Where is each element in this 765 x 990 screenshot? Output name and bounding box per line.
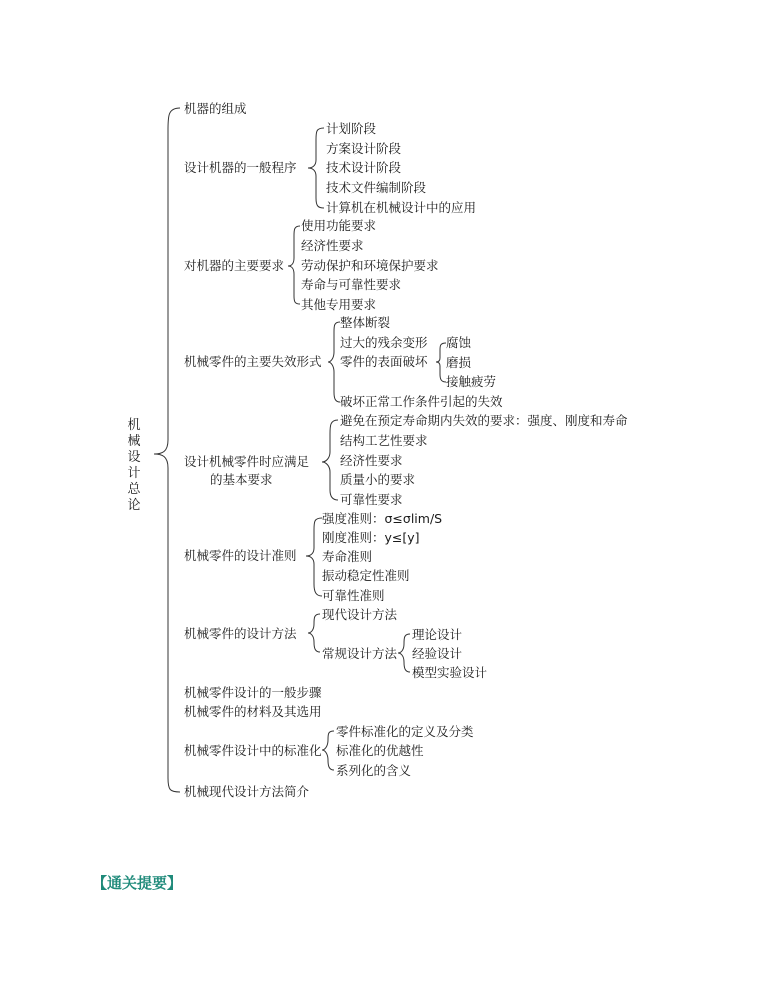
leaf-failure-3: 零件的表面破坏 <box>340 354 428 369</box>
leaf-program-5: 计算机在机械设计中的应用 <box>326 200 477 215</box>
brace-program <box>308 128 324 208</box>
leaf-basic-1: 避免在预定寿命期内失效的要求：强度、刚度和寿命 <box>340 413 628 428</box>
leaf-req-1: 使用功能要求 <box>301 218 377 233</box>
section-heading: 【通关提要】 <box>92 874 183 892</box>
main-brace <box>154 108 180 792</box>
node-basic-requirements-1: 设计机械零件时应满足 <box>184 454 310 469</box>
leaf-criteria-5: 可靠性准则 <box>322 588 385 603</box>
brace-conventional <box>398 634 410 672</box>
brace-methods <box>308 614 320 652</box>
leaf-program-2: 方案设计阶段 <box>326 141 402 156</box>
node-machine-requirements: 对机器的主要要求 <box>184 258 285 273</box>
leaf-surface-1: 腐蚀 <box>446 335 472 350</box>
node-design-program: 设计机器的一般程序 <box>184 160 297 175</box>
leaf-basic-4: 质量小的要求 <box>340 472 416 487</box>
leaf-criteria-4: 振动稳定性准则 <box>322 568 410 583</box>
leaf-program-4: 技术文件编制阶段 <box>326 180 427 195</box>
leaf-basic-2: 结构工艺性要求 <box>340 433 428 448</box>
leaf-std-1: 零件标准化的定义及分类 <box>336 724 474 739</box>
leaf-failure-2: 过大的残余变形 <box>340 335 428 350</box>
brace-requirements <box>288 226 300 304</box>
leaf-method-conventional: 常规设计方法 <box>322 646 398 661</box>
leaf-surface-3: 接触疲劳 <box>446 374 497 389</box>
brace-failure <box>328 322 340 402</box>
leaf-req-4: 寿命与可靠性要求 <box>301 277 402 292</box>
leaf-conventional-2: 经验设计 <box>412 646 463 661</box>
leaf-std-2: 标准化的优越性 <box>336 743 424 758</box>
node-standardization: 机械零件设计中的标准化 <box>184 743 322 758</box>
leaf-req-2: 经济性要求 <box>301 238 364 253</box>
leaf-req-3: 劳动保护和环境保护要求 <box>301 258 439 273</box>
leaf-req-5: 其他专用要求 <box>301 297 377 312</box>
brace-surface <box>436 343 446 382</box>
node-basic-requirements-2: 的基本要求 <box>210 472 273 487</box>
leaf-basic-3: 经济性要求 <box>340 453 403 468</box>
node-design-criteria: 机械零件的设计准则 <box>184 548 297 563</box>
leaf-criteria-2: 刚度准则：y≤[y] <box>322 530 420 545</box>
leaf-failure-1: 整体断裂 <box>340 315 391 330</box>
brace-basic <box>322 420 338 500</box>
leaf-program-1: 计划阶段 <box>326 121 377 136</box>
root-label <box>127 418 143 514</box>
node-modern-methods-intro: 机械现代设计方法简介 <box>184 784 310 799</box>
brace-standardization <box>322 731 334 770</box>
leaf-method-modern: 现代设计方法 <box>322 607 398 622</box>
leaf-std-3: 系列化的含义 <box>336 763 412 778</box>
node-general-steps: 机械零件设计的一般步骤 <box>184 685 322 700</box>
node-materials: 机械零件的材料及其选用 <box>184 704 322 719</box>
leaf-conventional-1: 理论设计 <box>412 627 463 642</box>
leaf-program-3: 技术设计阶段 <box>326 160 402 175</box>
leaf-surface-2: 磨损 <box>446 355 472 370</box>
brace-criteria <box>306 518 322 596</box>
leaf-conventional-3: 模型实验设计 <box>412 665 488 680</box>
node-design-methods: 机械零件的设计方法 <box>184 626 297 641</box>
leaf-basic-5: 可靠性要求 <box>340 492 403 507</box>
leaf-criteria-1: 强度准则：σ≤σlim/S <box>322 511 443 526</box>
root-text: 机械设计总论 <box>127 418 141 513</box>
leaf-failure-4: 破坏正常工作条件引起的失效 <box>340 394 503 409</box>
node-failure-modes: 机械零件的主要失效形式 <box>184 354 322 369</box>
leaf-criteria-3: 寿命准则 <box>322 549 373 564</box>
node-machine-composition: 机器的组成 <box>184 101 247 116</box>
